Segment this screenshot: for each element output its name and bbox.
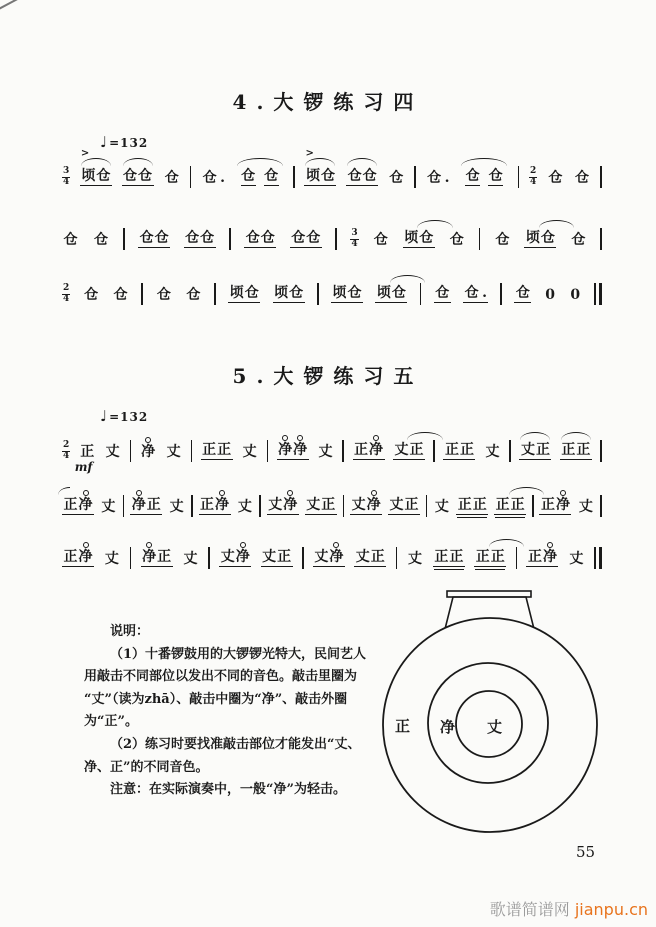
barline <box>267 440 269 462</box>
notation-group <box>433 549 465 567</box>
note-char: 仓 <box>464 285 479 301</box>
note-char: 正 <box>490 549 505 565</box>
notation-group <box>443 442 475 460</box>
barline <box>532 495 534 517</box>
notation-group <box>168 499 185 514</box>
notation-group <box>560 442 592 460</box>
exercise4-notation-line-3 <box>62 277 602 311</box>
barline <box>191 440 193 462</box>
notation-group <box>62 497 94 515</box>
watermark <box>490 897 648 920</box>
notation-group <box>317 444 334 459</box>
notation-group <box>228 285 260 303</box>
barline <box>208 547 210 569</box>
notation-group <box>165 444 182 459</box>
note-char: 正 <box>63 497 78 513</box>
note-char: 仓 <box>465 168 480 184</box>
note-char: 净 <box>215 497 230 513</box>
note-char: 仓 <box>391 285 406 301</box>
note-char: 正 <box>457 497 472 513</box>
note-char: 正 <box>217 442 232 458</box>
final-barline-thin <box>594 547 596 569</box>
note-char: 丈 <box>485 443 500 460</box>
exercise4-notation-line-2 <box>62 222 602 256</box>
barline <box>141 283 143 305</box>
explanation-note-line: 注意：在实际演奏中，一般“净”为轻击。 <box>110 782 346 798</box>
exercise5-notation-line-2 <box>62 489 602 523</box>
notation-group <box>62 549 94 567</box>
note-char: 丈 <box>169 498 184 515</box>
note-char: 仓 <box>449 231 464 248</box>
notation-group <box>201 442 233 460</box>
notation-group <box>184 230 216 248</box>
notation-group <box>577 499 594 514</box>
note-char: 净 <box>235 549 250 565</box>
note-char: 仓 <box>94 231 109 248</box>
notation-group <box>514 285 531 303</box>
notation-group <box>388 170 405 185</box>
note-char: 净 <box>78 549 93 565</box>
time-numerator: 3 <box>63 166 70 177</box>
notation-group <box>62 232 79 247</box>
note-char: 仓 <box>419 230 434 246</box>
note-char: 净 <box>369 442 384 458</box>
notation-group <box>433 499 450 514</box>
note-char: 仓 <box>488 168 503 184</box>
note-char: 仓 <box>200 230 215 246</box>
note-char: 顷 <box>332 285 347 301</box>
note-char: 仓 <box>264 168 279 184</box>
note-char: 正 <box>540 497 555 513</box>
notation-group <box>100 499 117 514</box>
note-char: 丈 <box>355 549 370 565</box>
notation-group <box>393 442 425 460</box>
note-char: 丈 <box>408 550 422 567</box>
note-char: 净 <box>278 442 293 458</box>
notation-group <box>130 497 162 515</box>
note-char: 丈 <box>242 443 257 460</box>
note-char: 顷 <box>376 285 391 301</box>
notation-group <box>182 551 199 566</box>
time-signature <box>529 167 537 187</box>
gong-label-outer: 正 <box>395 717 411 735</box>
notation-group <box>304 168 336 186</box>
notation-group <box>241 444 258 459</box>
barline <box>414 166 416 188</box>
notation-group <box>83 287 100 302</box>
barline <box>396 547 398 569</box>
barline <box>259 495 261 517</box>
notation-group <box>388 497 420 515</box>
note-char: 正 <box>321 497 336 513</box>
final-barline-thick <box>599 547 602 569</box>
notation-group <box>112 287 129 302</box>
exercise4-tempo <box>100 133 148 151</box>
exercise4-notation-line-1 <box>62 160 602 194</box>
notation-group <box>353 442 385 460</box>
time-signature <box>62 441 70 461</box>
explanation-heading: 说明： <box>110 624 150 639</box>
barline <box>433 440 435 462</box>
note-char: 仓 <box>495 231 510 248</box>
time-numerator: 2 <box>63 440 70 451</box>
notation-group <box>354 549 386 567</box>
exercise5-notation-line-3 <box>62 541 602 575</box>
note-char: 仓 <box>186 286 201 303</box>
notation-group <box>236 168 284 186</box>
barline <box>600 166 602 188</box>
time-denominator: 4 <box>351 238 358 249</box>
notation-group <box>569 287 582 302</box>
note-char: 丈 <box>520 442 535 458</box>
note-char: 丈 <box>268 497 283 513</box>
exercise5-tempo <box>100 407 148 425</box>
note-char: 丈 <box>166 443 181 460</box>
note-char: 净 <box>142 549 157 565</box>
notation-group <box>93 232 110 247</box>
note-char: 丈 <box>104 550 119 567</box>
note-char: 仓 <box>575 169 590 186</box>
note-char: 净 <box>293 442 308 458</box>
note-char: 净 <box>555 497 570 513</box>
note-char: 仓 <box>389 169 404 186</box>
barline <box>123 228 125 250</box>
note-char: 正 <box>449 549 464 565</box>
note-char: 正 <box>354 442 369 458</box>
note-char: 正 <box>527 549 542 565</box>
notation-group <box>494 497 526 515</box>
note-char: 仓 <box>164 169 179 186</box>
note-char: 仓 <box>202 169 217 186</box>
barline <box>518 166 520 188</box>
note-char: 正 <box>80 443 95 460</box>
time-signature <box>62 284 70 304</box>
time-denominator: 4 <box>530 176 537 187</box>
notation-group <box>456 497 488 515</box>
barline <box>293 166 295 188</box>
note-char: 顷 <box>81 168 96 184</box>
notation-group <box>138 230 170 248</box>
note-char: 丈 <box>105 443 120 460</box>
notation-group <box>313 549 345 567</box>
notation-group <box>261 549 293 567</box>
explanation-line: 净、正”的不同音色。 <box>84 759 209 775</box>
watermark-domain-link[interactable]: jianpu.cn <box>574 900 648 919</box>
final-barline <box>594 547 602 569</box>
barline <box>214 283 216 305</box>
explanation-line: （1）十番锣鼓用的大锣锣光特大，民间艺人 <box>110 646 367 662</box>
notation-group <box>570 232 587 247</box>
notation-group <box>403 230 435 248</box>
note-char: 仓 <box>548 169 563 186</box>
note-char: 正 <box>510 497 525 513</box>
note-char: 丈 <box>434 498 449 515</box>
time-denominator: 4 <box>63 450 70 461</box>
notation-group <box>448 232 465 247</box>
note-char: 丈 <box>394 442 409 458</box>
exercise4-title: 4.大锣练习四 <box>232 90 424 114</box>
notation-group <box>219 549 251 567</box>
note-char: 正 <box>409 442 424 458</box>
final-barline-thin <box>594 283 596 305</box>
note-char: 仓 <box>291 230 306 246</box>
note-char: 丈 <box>183 550 198 567</box>
note-char: 净 <box>283 497 298 513</box>
note-char: 正 <box>475 549 490 565</box>
exercise5-title: 5.大锣练习五 <box>232 364 424 388</box>
note-char: 丈 <box>262 549 277 565</box>
note-char: 净 <box>542 549 557 565</box>
barline <box>479 228 481 250</box>
barline <box>130 547 132 569</box>
barline <box>426 495 428 517</box>
time-numerator: 3 <box>351 228 358 239</box>
note-char: 顷 <box>274 285 289 301</box>
note-char: 丈 <box>351 497 366 513</box>
barline <box>600 495 602 517</box>
note-char: 丈 <box>314 549 329 565</box>
note-char: 仓 <box>320 168 335 184</box>
note-char: 正 <box>576 442 591 458</box>
notation-group <box>201 170 226 185</box>
notation-group <box>305 497 337 515</box>
notation-group <box>346 168 378 186</box>
note-char: 正 <box>370 549 385 565</box>
note-char: 仓 <box>245 230 260 246</box>
notation-group <box>568 551 585 566</box>
note-char: 丈 <box>101 498 116 515</box>
note-char: 顷 <box>525 230 540 246</box>
notation-group <box>375 285 407 303</box>
note-char: 仓 <box>139 230 154 246</box>
note-char: 顷 <box>305 168 320 184</box>
note-char: 仓 <box>260 230 275 246</box>
quarter-note-icon: ♩ <box>100 407 109 425</box>
time-signature <box>350 229 358 249</box>
note-char: 仓 <box>96 168 111 184</box>
barline <box>600 440 602 462</box>
note-char: 仓 <box>362 168 377 184</box>
note-char: 仓 <box>289 285 304 301</box>
explanation-line: “丈”（读为zhā）、敲击中圈为“净”、敲击外圈 <box>84 691 348 707</box>
time-signature <box>62 167 70 187</box>
notation-group <box>519 442 551 460</box>
barline <box>302 547 304 569</box>
time-numerator: 2 <box>530 166 537 177</box>
note-char: 丈 <box>569 550 584 567</box>
notation-group <box>574 170 591 185</box>
note-char: 仓 <box>113 286 128 303</box>
notation-group <box>80 168 112 186</box>
scan-corner-artifact <box>0 0 28 13</box>
quarter-note-icon: ♩ <box>100 133 109 151</box>
exercise5-notation-line-1 <box>62 434 602 474</box>
note-char: 正 <box>444 442 459 458</box>
notation-group <box>236 499 253 514</box>
gong-diagram <box>375 583 607 843</box>
notation-group <box>199 497 231 515</box>
notation-group <box>544 287 557 302</box>
notation-group <box>141 549 173 567</box>
note-char: 仓 <box>435 285 450 301</box>
augmentation-dot: . <box>220 169 225 186</box>
notation-group <box>163 170 180 185</box>
note-char: 正 <box>277 549 292 565</box>
note-char: 仓 <box>185 230 200 246</box>
note-char: 丈 <box>237 498 252 515</box>
notation-group <box>155 287 172 302</box>
note-char: 正 <box>535 442 550 458</box>
time-denominator: 4 <box>63 176 70 187</box>
note-char: 正 <box>472 497 487 513</box>
notation-group <box>267 497 299 515</box>
note-char: 丈 <box>318 443 333 460</box>
notation-group <box>350 497 382 515</box>
notation-group <box>426 170 451 185</box>
note-char: 仓 <box>123 168 138 184</box>
notation-group <box>273 285 305 303</box>
barline <box>420 283 422 305</box>
gong-label-middle: 净 <box>440 718 456 736</box>
explanation-line: 用敲击不同部位以发出不同的音色。敲击里圈为 <box>84 669 358 685</box>
dynamic-mark: mf <box>74 459 93 474</box>
augmentation-dot: . <box>444 169 450 186</box>
barline <box>190 166 192 188</box>
note-char: 丈 <box>578 498 593 515</box>
note-char: 顷 <box>229 285 244 301</box>
note-char: 仓 <box>540 230 555 246</box>
note-char: 仓 <box>156 286 171 303</box>
explanation-line: （2）练习时要找准敲击部位才能发出“丈、 <box>110 736 361 752</box>
note-char: 正 <box>404 497 419 513</box>
notation-group <box>244 230 276 248</box>
note-char: 丈 <box>306 497 321 513</box>
note-char: 净 <box>329 549 344 565</box>
note-char: 净 <box>78 497 93 513</box>
notation-group <box>463 285 488 303</box>
barline <box>600 228 602 250</box>
note-char: 仓 <box>347 168 362 184</box>
time-numerator: 2 <box>63 283 70 294</box>
note-char: 正 <box>200 497 215 513</box>
notation-group <box>547 170 564 185</box>
note-char: 正 <box>434 549 449 565</box>
notation-group <box>484 444 501 459</box>
barline <box>343 495 345 517</box>
notation-group <box>434 285 451 303</box>
augmentation-dot: . <box>482 285 487 301</box>
note-char: 顷 <box>404 230 419 246</box>
notation-group <box>526 549 558 567</box>
note-char: 仓 <box>241 168 256 184</box>
barline <box>500 283 502 305</box>
tempo-value: =132 <box>109 136 149 150</box>
note-char: 正 <box>202 442 217 458</box>
note-char: 仓 <box>63 231 78 248</box>
notation-group <box>494 232 511 247</box>
final-barline <box>594 283 602 305</box>
barline <box>335 228 337 250</box>
gong-hanger-bar <box>447 591 531 597</box>
note-char: 仓 <box>306 230 321 246</box>
note-char: 仓 <box>138 168 153 184</box>
tempo-value: =132 <box>109 410 149 424</box>
watermark-site-name: 歌谱简谱网 <box>489 900 575 919</box>
barline <box>130 440 132 462</box>
notation-group <box>331 285 363 303</box>
notation-group <box>122 168 154 186</box>
notation-group <box>524 230 556 248</box>
notation-group <box>539 497 571 515</box>
note-char: 正 <box>495 497 510 513</box>
notation-group <box>277 442 309 460</box>
notation-group <box>407 551 424 566</box>
note-char: 仓 <box>427 169 442 186</box>
note-char: 丈 <box>220 549 235 565</box>
notation-group <box>185 287 202 302</box>
notation-group <box>104 444 121 459</box>
note-char: 0 <box>570 286 581 303</box>
note-char: 仓 <box>84 286 99 303</box>
barline <box>229 228 231 250</box>
note-char: 正 <box>63 549 78 565</box>
barline <box>191 495 193 517</box>
note-char: 仓 <box>515 285 530 301</box>
barline <box>342 440 344 462</box>
note-char: 仓 <box>154 230 169 246</box>
note-char: 净 <box>141 443 156 460</box>
note-char: 仓 <box>244 285 259 301</box>
notation-group <box>140 444 157 459</box>
notation-group <box>372 232 389 247</box>
time-denominator: 4 <box>63 293 70 304</box>
barline <box>317 283 319 305</box>
notation-group <box>474 549 506 567</box>
notation-group <box>290 230 322 248</box>
note-char: 丈 <box>389 497 404 513</box>
explanation-block <box>84 621 384 802</box>
note-char: 0 <box>545 286 555 303</box>
note-char: 仓 <box>373 231 388 248</box>
barline <box>516 547 518 569</box>
final-barline-thick <box>599 283 602 305</box>
page-number: 55 <box>576 843 596 861</box>
note-char: 仓 <box>347 285 362 301</box>
notation-group <box>74 443 96 474</box>
note-char: 正 <box>157 549 172 565</box>
gong-label-inner: 丈 <box>487 718 503 736</box>
explanation-line: 为“正”。 <box>84 714 138 730</box>
note-char: 正 <box>561 442 576 458</box>
notation-group <box>460 168 508 186</box>
notation-group <box>103 551 120 566</box>
note-char: 仓 <box>571 231 586 248</box>
note-char: 净 <box>366 497 381 513</box>
note-char: 正 <box>459 442 474 458</box>
barline <box>123 495 125 517</box>
barline <box>509 440 511 462</box>
note-char: 正 <box>146 497 161 513</box>
note-char: 净 <box>131 497 146 513</box>
